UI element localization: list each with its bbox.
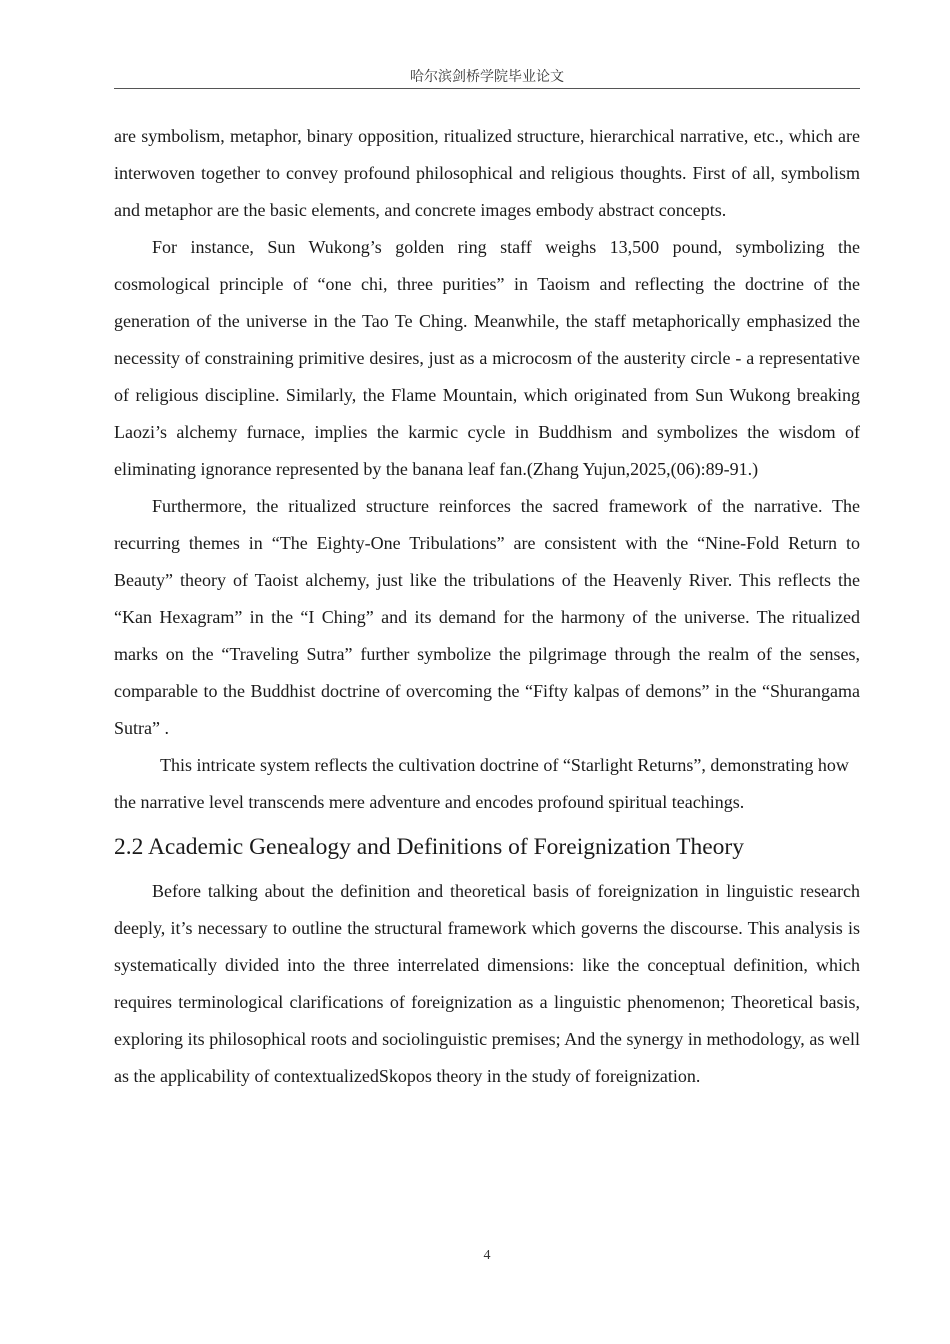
paragraph-cultivation-doctrine: This intricate system reflects the cultivation doctrine of “Starlight Returns”, demonstrating how the narrative level transcends mere adventure and encodes profound spiritual teachings.	[114, 755, 849, 812]
running-header: 哈尔滨剑桥学院毕业论文	[410, 70, 564, 85]
paragraph-continued: are symbolism, metaphor, binary opposition, ritualized structure, hierarchical narrative, etc., which are interwoven together to convey profound philosophical and religious thoughts. First of all, symbolism and metaphor are the basic elements, and concrete images embody abstract concepts.	[114, 126, 860, 220]
paragraph-foreignization-framework: Before talking about the definition and theoretical basis of foreignization in linguistic research deeply, it’s necessary to outline the structural framework which governs the discourse. This analysis is systematically divided into the three interrelated dimensions: like the conceptual definition, which requires terminological clarifications of foreignization as a linguistic phenomenon; Theoretical basis, exploring its philosophical roots and sociolinguistic premises; And the synergy in methodology, as well as the applicability of contextualizedSkopos theory in the study of foreignization.	[114, 881, 860, 1086]
page-body	[114, 118, 860, 1095]
header-rule	[114, 88, 860, 89]
page-number: 4	[483, 1248, 491, 1263]
section-heading: 2.2 Academic Genealogy and Definitions of Foreignization Theory	[114, 834, 744, 860]
paragraph-ritualized-structure: Furthermore, the ritualized structure reinforces the sacred framework of the narrative. The recurring themes in “The Eighty-One Tribulations” are consistent with the “Nine-Fold Return to Beauty” theory of Taoist alchemy, just like the tribulations of the Heavenly River. This reflects the “Kan Hexagram” in the “I Ching” and its demand for the harmony of the universe. The ritualized marks on the “Traveling Sutra” further symbolize the pilgrimage through the realm of the senses, comparable to the Buddhist doctrine of overcoming the “Fifty kalpas of demons” in the “Shurangama Sutra” .	[114, 496, 860, 738]
paragraph-golden-staff: For instance, Sun Wukong’s golden ring staff weighs 13,500 pound, symbolizing the cosmological principle of “one chi, three purities” in Taoism and reflecting the doctrine of the generation of the universe in the Tao Te Ching. Meanwhile, the staff metaphorically emphasized the necessity of constraining primitive desires, just as a microcosm of the austerity circle - a representative of religious discipline. Similarly, the Flame Mountain, which originated from Sun Wukong breaking Laozi’s alchemy furnace, implies the karmic cycle in Buddhism and symbolizes the wisdom of eliminating ignorance represented by the banana leaf fan.(Zhang Yujun,2025,(06):89-91.)	[114, 237, 860, 479]
